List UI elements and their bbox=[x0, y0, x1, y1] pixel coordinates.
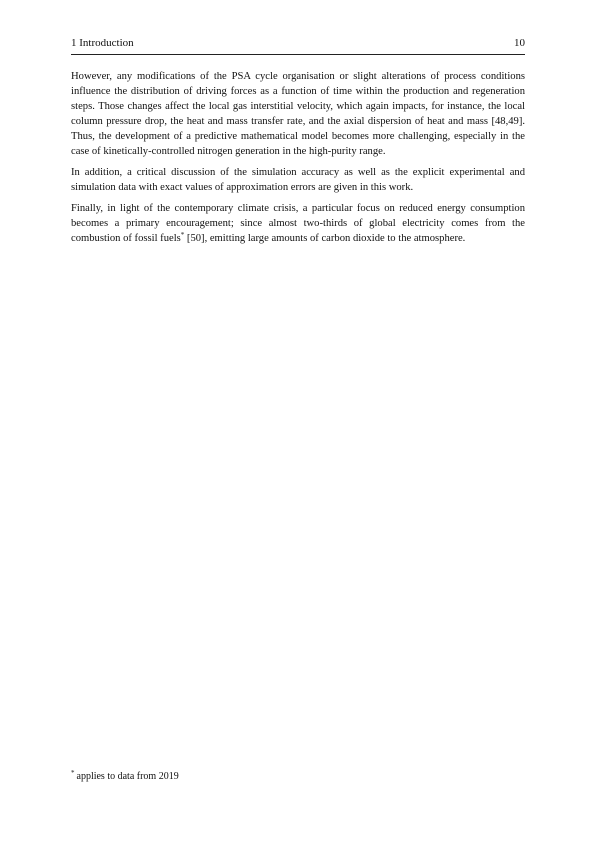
footnote-marker: * bbox=[71, 769, 75, 777]
paragraph-3 bbox=[71, 201, 525, 246]
paragraph-2: In addition, a critical discussion of the simulation accuracy as well as the explicit experimental and simulation data with exact values of approximation errors are given in this work. bbox=[71, 167, 525, 193]
body-text bbox=[71, 69, 525, 252]
page-number: 10 bbox=[514, 37, 525, 49]
footnote-reference[interactable]: * bbox=[180, 231, 185, 239]
paragraph-3-text-end: [50], emitting large amounts of carbon dioxide to the atmosphere. bbox=[184, 233, 466, 244]
paragraph-3-text-start: Finally, in light of the contemporary climate crisis, a particular focus on reduced energy consumption becomes a primary encouragement; since almost two-thirds of global electricity comes from the combustion of fossil fuels bbox=[71, 203, 525, 244]
footnote-text: applies to data from 2019 bbox=[76, 771, 179, 782]
chapter-title: 1 Introduction bbox=[71, 37, 134, 49]
running-header bbox=[71, 36, 525, 55]
footnote bbox=[71, 770, 525, 783]
paragraph-1: However, any modifications of the PSA cycle organisation or slight alterations of process conditions influence the distribution of driving forces as a function of time within the production and regeneration steps. Those changes affect the local gas interstitial velocity, which again impacts, for instance, the local column pressure drop, the heat and mass transfer rate, and the axial dispersion of heat and mass [48,49]. Thus, the development of a predictive mathematical model becomes more challenging, especially in the case of kinetically-controlled nitrogen generation in the high-purity range. bbox=[71, 71, 525, 157]
